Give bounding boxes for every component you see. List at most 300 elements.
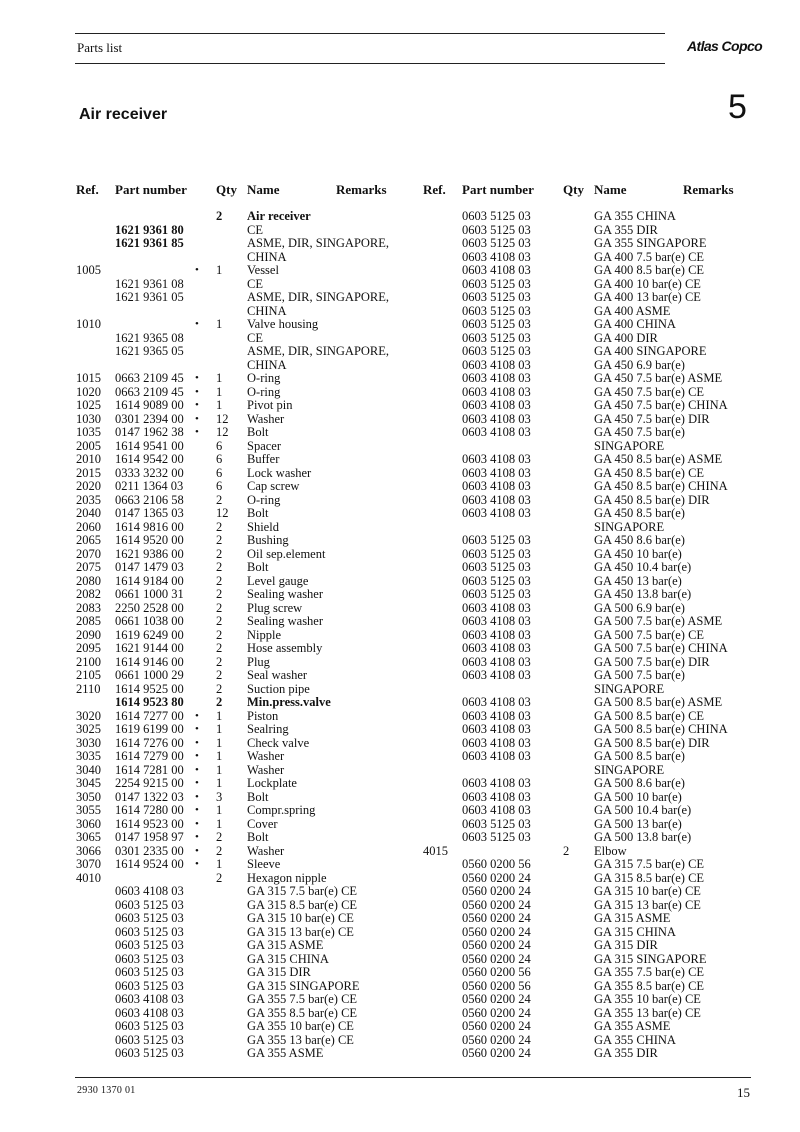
name-cell: GA 500 8.5 bar(e) CHINA bbox=[594, 722, 728, 736]
table-row bbox=[76, 237, 416, 251]
qty-cell: 1 bbox=[216, 776, 223, 790]
part-number-cell: 0560 0200 24 bbox=[462, 1019, 531, 1033]
table-row bbox=[423, 831, 763, 845]
name-cell: GA 315 CHINA bbox=[247, 951, 329, 966]
name-cell: GA 355 8.5 bar(e) CE bbox=[594, 978, 705, 993]
part-number-cell: 0661 1000 29 bbox=[115, 668, 184, 682]
part-number-cell: 1614 9541 00 bbox=[115, 438, 184, 453]
part-number-cell: 0603 5125 03 bbox=[462, 317, 531, 331]
ref-cell: 1025 bbox=[76, 398, 101, 412]
table-row bbox=[423, 966, 763, 980]
part-number-cell: 0603 4108 03 bbox=[462, 411, 531, 426]
table-row bbox=[423, 237, 763, 251]
name-cell: CE bbox=[247, 276, 263, 291]
ref-cell: 1030 bbox=[76, 411, 101, 426]
ref-cell: 3055 bbox=[76, 803, 101, 817]
part-number-cell: 0603 5125 03 bbox=[462, 587, 531, 601]
table-row bbox=[76, 953, 416, 967]
part-number-cell: 0560 0200 24 bbox=[462, 911, 531, 925]
part-number-cell: 1614 9146 00 bbox=[115, 654, 184, 669]
table-row bbox=[76, 912, 416, 926]
qty-cell: 2 bbox=[216, 519, 223, 534]
name-cell: GA 500 10.4 bar(e) bbox=[594, 803, 692, 817]
table-row bbox=[76, 318, 416, 332]
part-number-cell: 0603 4108 03 bbox=[462, 749, 531, 763]
table-row bbox=[76, 899, 416, 913]
name-cell: GA 315 CHINA bbox=[594, 924, 676, 939]
qty-cell: 1 bbox=[216, 317, 223, 331]
name-cell: GA 500 8.5 bar(e) ASME bbox=[594, 695, 723, 709]
name-cell: GA 400 8.5 bar(e) CE bbox=[594, 263, 705, 277]
name-cell: Washer bbox=[247, 749, 285, 763]
name-cell: GA 400 7.5 bar(e) CE bbox=[594, 249, 705, 264]
part-number-cell: 0560 0200 24 bbox=[462, 938, 531, 952]
name-cell: Bolt bbox=[247, 830, 269, 844]
name-cell: GA 355 7.5 bar(e) CE bbox=[247, 992, 358, 1006]
parts-table-left bbox=[76, 182, 416, 1061]
part-number-cell: 0560 0200 24 bbox=[462, 924, 531, 939]
kit-marker: • bbox=[195, 709, 199, 722]
qty-cell: 2 bbox=[563, 843, 570, 858]
table-row bbox=[76, 575, 416, 589]
name-cell: Lock washer bbox=[247, 465, 312, 480]
part-number-cell: 0603 5125 03 bbox=[115, 1046, 184, 1060]
ref-cell: 3065 bbox=[76, 830, 101, 844]
kit-marker: • bbox=[195, 372, 199, 384]
name-cell: GA 450 7.5 bar(e) CE bbox=[594, 384, 705, 399]
table-row bbox=[76, 521, 416, 535]
name-cell: CHINA bbox=[247, 249, 287, 264]
table-row bbox=[423, 359, 763, 373]
qty-cell: 12 bbox=[216, 506, 229, 520]
table-row bbox=[423, 494, 763, 508]
part-number-cell: 1614 9184 00 bbox=[115, 573, 184, 588]
table-row bbox=[423, 345, 763, 359]
ref-cell: 2035 bbox=[76, 492, 101, 507]
part-number-cell: 0603 5125 03 bbox=[115, 951, 184, 966]
part-number-cell: 0603 4108 03 bbox=[462, 506, 531, 520]
col-ref: Ref. bbox=[76, 182, 99, 197]
part-number-cell: 0603 4108 03 bbox=[462, 803, 531, 817]
table-row bbox=[423, 453, 763, 467]
part-number-cell: 1614 7277 00 bbox=[115, 708, 184, 723]
table-row bbox=[76, 291, 416, 305]
part-number-cell: 0560 0200 24 bbox=[462, 884, 531, 898]
part-number-cell: 0603 5125 03 bbox=[462, 344, 531, 358]
col-remarks: Remarks bbox=[336, 182, 387, 197]
qty-cell: 2 bbox=[216, 546, 223, 561]
table-row bbox=[423, 372, 763, 386]
table-row bbox=[76, 845, 416, 859]
part-number-cell: 0603 4108 03 bbox=[462, 357, 531, 372]
part-number-cell: 0603 4108 03 bbox=[462, 695, 531, 709]
part-number-cell: 0603 4108 03 bbox=[462, 465, 531, 480]
name-cell: GA 315 ASME bbox=[594, 911, 671, 925]
table-row bbox=[76, 683, 416, 697]
name-cell: Sleeve bbox=[247, 857, 281, 871]
ref-cell: 2083 bbox=[76, 600, 101, 615]
ref-cell: 3060 bbox=[76, 816, 101, 831]
name-cell: GA 355 DIR bbox=[594, 222, 658, 237]
table-row bbox=[76, 858, 416, 872]
table-row bbox=[76, 737, 416, 751]
part-number-cell: 0560 0200 56 bbox=[462, 857, 531, 871]
kit-marker: • bbox=[195, 426, 199, 438]
table-row bbox=[76, 494, 416, 508]
ref-cell: 2082 bbox=[76, 587, 101, 601]
qty-cell: 1 bbox=[216, 762, 223, 777]
part-number-cell: 1614 7279 00 bbox=[115, 749, 184, 763]
name-cell: GA 355 10 bar(e) CE bbox=[594, 992, 701, 1006]
table-row bbox=[76, 548, 416, 562]
ref-cell: 2075 bbox=[76, 560, 101, 574]
part-number-cell: 1614 7281 00 bbox=[115, 762, 184, 777]
table-row bbox=[76, 723, 416, 737]
ref-cell: 3035 bbox=[76, 749, 101, 763]
part-number-cell: 0603 5125 03 bbox=[462, 816, 531, 831]
name-cell: Bolt bbox=[247, 560, 269, 574]
name-cell: GA 450 8.6 bar(e) bbox=[594, 533, 685, 547]
name-cell: GA 500 7.5 bar(e) ASME bbox=[594, 614, 723, 628]
kit-marker: • bbox=[195, 318, 199, 330]
table-row bbox=[423, 575, 763, 589]
name-cell: GA 400 ASME bbox=[594, 303, 671, 318]
name-cell: GA 315 DIR bbox=[594, 938, 658, 952]
table-row bbox=[423, 764, 763, 778]
name-cell: Cover bbox=[247, 816, 278, 831]
name-cell: Piston bbox=[247, 708, 279, 723]
parts-rows-right bbox=[423, 210, 763, 1061]
name-cell: ASME, DIR, SINGAPORE, bbox=[247, 344, 390, 358]
name-cell: GA 315 ASME bbox=[247, 938, 324, 952]
qty-cell: 2 bbox=[216, 560, 223, 574]
qty-cell: 6 bbox=[216, 452, 223, 466]
table-row bbox=[76, 305, 416, 319]
name-cell: GA 450 8.5 bar(e) ASME bbox=[594, 452, 723, 466]
parts-table-right bbox=[423, 182, 763, 1061]
name-cell: GA 315 13 bar(e) CE bbox=[594, 897, 701, 912]
part-number-cell: 1614 9525 00 bbox=[115, 681, 184, 696]
name-cell: GA 355 ASME bbox=[594, 1019, 671, 1033]
name-cell: GA 400 CHINA bbox=[594, 317, 676, 331]
part-number-cell: 0663 2109 45 bbox=[115, 371, 184, 385]
part-number-cell: 0603 4108 03 bbox=[462, 371, 531, 385]
name-cell: GA 315 7.5 bar(e) CE bbox=[247, 884, 358, 898]
name-cell: GA 450 8.5 bar(e) CE bbox=[594, 465, 705, 480]
qty-cell: 1 bbox=[216, 749, 223, 763]
table-row bbox=[76, 696, 416, 710]
ref-cell: 2070 bbox=[76, 546, 101, 561]
kit-marker: • bbox=[195, 264, 199, 276]
table-row bbox=[76, 629, 416, 643]
table-row bbox=[423, 912, 763, 926]
ref-cell: 3050 bbox=[76, 789, 101, 804]
part-number-cell: 1614 9089 00 bbox=[115, 398, 184, 412]
name-cell: GA 500 8.6 bar(e) bbox=[594, 776, 685, 790]
table-row bbox=[423, 980, 763, 994]
kit-marker: • bbox=[195, 831, 199, 843]
name-cell: GA 355 DIR bbox=[594, 1046, 658, 1060]
table-row bbox=[423, 291, 763, 305]
part-number-cell: 0560 0200 24 bbox=[462, 992, 531, 1006]
kit-marker: • bbox=[195, 385, 199, 398]
table-row bbox=[423, 656, 763, 670]
name-cell: Seal washer bbox=[247, 668, 308, 682]
table-row bbox=[76, 534, 416, 548]
name-cell: GA 355 13 bar(e) CE bbox=[247, 1032, 354, 1047]
table-row bbox=[76, 885, 416, 899]
name-cell: SINGAPORE bbox=[594, 438, 665, 453]
part-number-cell: 0211 1364 03 bbox=[115, 479, 184, 493]
ref-cell: 1015 bbox=[76, 371, 101, 385]
table-row bbox=[76, 426, 416, 440]
part-number-cell: 1621 9365 05 bbox=[115, 344, 184, 358]
table-row bbox=[76, 278, 416, 292]
part-number-cell: 0603 4108 03 bbox=[462, 722, 531, 736]
name-cell: GA 500 7.5 bar(e) DIR bbox=[594, 654, 710, 669]
table-row bbox=[423, 332, 763, 346]
name-cell: GA 500 13 bar(e) bbox=[594, 816, 682, 831]
qty-cell: 2 bbox=[216, 843, 223, 858]
part-number-cell: 2254 9215 00 bbox=[115, 776, 184, 790]
name-cell: GA 315 10 bar(e) CE bbox=[247, 911, 354, 925]
part-number-cell: 0603 5125 03 bbox=[462, 209, 531, 223]
name-cell: GA 500 7.5 bar(e) CE bbox=[594, 627, 705, 642]
part-number-cell: 1621 9386 00 bbox=[115, 546, 184, 561]
table-row bbox=[76, 926, 416, 940]
part-number-cell: 0663 2106 58 bbox=[115, 492, 184, 507]
table-row bbox=[76, 980, 416, 994]
table-row bbox=[76, 818, 416, 832]
qty-cell: 1 bbox=[216, 857, 223, 871]
name-cell: GA 450 8.5 bar(e) CHINA bbox=[594, 479, 728, 493]
brand-logo: Atlas Copco bbox=[687, 38, 763, 54]
part-number-cell: 0603 5125 03 bbox=[462, 303, 531, 318]
part-number-cell: 0603 5125 03 bbox=[115, 911, 184, 925]
qty-cell: 2 bbox=[216, 654, 223, 669]
name-cell: GA 450 13 bar(e) bbox=[594, 573, 682, 588]
name-cell: GA 500 8.5 bar(e) bbox=[594, 749, 685, 763]
part-number-cell: 1614 9523 00 bbox=[115, 816, 184, 831]
part-number-cell: 0603 4108 03 bbox=[462, 452, 531, 466]
qty-cell: 2 bbox=[216, 681, 223, 696]
table-row bbox=[423, 251, 763, 265]
table-row bbox=[423, 845, 763, 859]
document-number: 2930 1370 01 bbox=[77, 1085, 136, 1096]
part-number-cell: 0603 4108 03 bbox=[462, 627, 531, 642]
name-cell: GA 315 13 bar(e) CE bbox=[247, 924, 354, 939]
ref-cell: 2100 bbox=[76, 654, 101, 669]
table-row bbox=[76, 966, 416, 980]
part-number-cell: 0603 4108 03 bbox=[462, 425, 531, 439]
table-row bbox=[76, 386, 416, 400]
part-number-cell: 0603 5125 03 bbox=[462, 276, 531, 291]
ref-cell: 3020 bbox=[76, 708, 101, 723]
table-row bbox=[76, 453, 416, 467]
table-row bbox=[423, 629, 763, 643]
table-row bbox=[423, 561, 763, 575]
table-row bbox=[423, 791, 763, 805]
table-row bbox=[76, 831, 416, 845]
ref-cell: 2080 bbox=[76, 573, 101, 588]
table-row bbox=[423, 440, 763, 454]
table-row bbox=[423, 669, 763, 683]
kit-marker: • bbox=[195, 412, 199, 425]
name-cell: Shield bbox=[247, 519, 279, 534]
table-row bbox=[423, 737, 763, 751]
part-number-cell: 1621 9361 80 bbox=[115, 222, 184, 237]
ref-cell: 2095 bbox=[76, 641, 101, 655]
qty-cell: 6 bbox=[216, 438, 223, 453]
name-cell: Hexagon nipple bbox=[247, 870, 327, 885]
page-number: 15 bbox=[737, 1085, 750, 1100]
col-ref: Ref. bbox=[423, 182, 446, 197]
table-row bbox=[76, 602, 416, 616]
table-row bbox=[76, 399, 416, 413]
header-top-rule bbox=[75, 33, 665, 34]
table-row bbox=[423, 521, 763, 535]
ref-cell: 2090 bbox=[76, 627, 101, 642]
table-row bbox=[76, 1047, 416, 1061]
table-row bbox=[423, 1007, 763, 1021]
table-row bbox=[423, 777, 763, 791]
name-cell: GA 450 13.8 bar(e) bbox=[594, 587, 692, 601]
part-number-cell: 1621 9361 08 bbox=[115, 276, 184, 291]
table-row bbox=[423, 1047, 763, 1061]
part-number-cell: 0661 1000 31 bbox=[115, 587, 184, 601]
name-cell: Sealing washer bbox=[247, 587, 324, 601]
table-row bbox=[423, 602, 763, 616]
table-row bbox=[76, 345, 416, 359]
name-cell: Spacer bbox=[247, 438, 282, 453]
table-row bbox=[76, 1020, 416, 1034]
ref-cell: 1035 bbox=[76, 425, 101, 439]
ref-cell: 2040 bbox=[76, 506, 101, 520]
name-cell: Vessel bbox=[247, 263, 279, 277]
name-cell: GA 355 13 bar(e) CE bbox=[594, 1005, 701, 1020]
name-cell: Nipple bbox=[247, 627, 282, 642]
part-number-cell: 1619 6199 00 bbox=[115, 722, 184, 736]
table-row bbox=[423, 696, 763, 710]
ref-cell: 2010 bbox=[76, 452, 101, 466]
table-row bbox=[76, 264, 416, 278]
table-row bbox=[76, 804, 416, 818]
ref-cell: 2060 bbox=[76, 519, 101, 534]
name-cell: GA 500 8.5 bar(e) DIR bbox=[594, 735, 710, 750]
table-row bbox=[76, 413, 416, 427]
table-row bbox=[76, 507, 416, 521]
part-number-cell: 1614 9523 80 bbox=[115, 695, 184, 709]
table-row bbox=[423, 723, 763, 737]
name-cell: GA 500 8.5 bar(e) CE bbox=[594, 708, 705, 723]
qty-cell: 2 bbox=[216, 870, 223, 885]
qty-cell: 2 bbox=[216, 641, 223, 655]
ref-cell: 3025 bbox=[76, 722, 101, 736]
name-cell: Sealing washer bbox=[247, 614, 324, 628]
name-cell: GA 355 ASME bbox=[247, 1046, 324, 1060]
part-number-cell: 0603 4108 03 bbox=[462, 641, 531, 655]
part-number-cell: 0603 4108 03 bbox=[462, 263, 531, 277]
table-row bbox=[76, 372, 416, 386]
col-qty: Qty bbox=[563, 182, 584, 197]
col-part-number: Part number bbox=[115, 182, 187, 197]
qty-cell: 2 bbox=[216, 209, 223, 223]
table-row bbox=[423, 818, 763, 832]
name-cell: Plug bbox=[247, 654, 270, 669]
table-row bbox=[76, 251, 416, 265]
part-number-cell: 0603 4108 03 bbox=[462, 384, 531, 399]
table-row bbox=[76, 615, 416, 629]
name-cell: GA 500 13.8 bar(e) bbox=[594, 830, 692, 844]
qty-cell: 1 bbox=[216, 384, 223, 399]
name-cell: Compr.spring bbox=[247, 803, 316, 817]
part-number-cell: 0603 5125 03 bbox=[462, 236, 531, 250]
part-number-cell: 0603 4108 03 bbox=[462, 708, 531, 723]
qty-cell: 2 bbox=[216, 533, 223, 547]
table-row bbox=[423, 858, 763, 872]
table-row bbox=[423, 386, 763, 400]
column-header-left bbox=[76, 182, 416, 210]
section-number: 5 bbox=[728, 88, 747, 126]
part-number-cell: 0603 5125 03 bbox=[462, 560, 531, 574]
qty-cell: 1 bbox=[216, 816, 223, 831]
part-number-cell: 0603 5125 03 bbox=[115, 965, 184, 979]
name-cell: GA 450 7.5 bar(e) bbox=[594, 425, 685, 439]
table-row bbox=[423, 413, 763, 427]
name-cell: GA 450 6.9 bar(e) bbox=[594, 357, 685, 372]
name-cell: ASME, DIR, SINGAPORE, bbox=[247, 236, 390, 250]
name-cell: GA 315 7.5 bar(e) CE bbox=[594, 857, 705, 871]
name-cell: GA 450 8.5 bar(e) DIR bbox=[594, 492, 710, 507]
table-row bbox=[76, 210, 416, 224]
part-number-cell: 0560 0200 56 bbox=[462, 965, 531, 979]
name-cell: Bushing bbox=[247, 533, 289, 547]
part-number-cell: 0603 5125 03 bbox=[462, 330, 531, 345]
part-number-cell: 0603 4108 03 bbox=[115, 1005, 184, 1020]
table-row bbox=[76, 467, 416, 481]
name-cell: Suction pipe bbox=[247, 681, 310, 696]
kit-marker: • bbox=[195, 817, 199, 830]
table-row bbox=[423, 278, 763, 292]
table-row bbox=[423, 305, 763, 319]
name-cell: GA 315 10 bar(e) CE bbox=[594, 884, 701, 898]
name-cell: CHINA bbox=[247, 303, 287, 318]
part-number-cell: 0333 3232 00 bbox=[115, 465, 184, 480]
part-number-cell: 0603 4108 03 bbox=[462, 735, 531, 750]
name-cell: GA 355 CHINA bbox=[594, 209, 676, 223]
ref-cell: 3070 bbox=[76, 857, 101, 871]
part-number-cell: 0147 1322 03 bbox=[115, 789, 184, 804]
table-row bbox=[76, 791, 416, 805]
part-number-cell: 0603 4108 03 bbox=[462, 398, 531, 412]
qty-cell: 2 bbox=[216, 492, 223, 507]
part-number-cell: 0560 0200 24 bbox=[462, 897, 531, 912]
name-cell: Hose assembly bbox=[247, 641, 323, 655]
table-row bbox=[423, 1034, 763, 1048]
name-cell: O-ring bbox=[247, 492, 281, 507]
name-cell: GA 450 7.5 bar(e) DIR bbox=[594, 411, 710, 426]
ref-cell: 3040 bbox=[76, 762, 101, 777]
table-row bbox=[423, 683, 763, 697]
table-row bbox=[76, 710, 416, 724]
qty-cell: 2 bbox=[216, 614, 223, 628]
table-row bbox=[76, 939, 416, 953]
col-part-number: Part number bbox=[462, 182, 534, 197]
part-number-cell: 0147 1365 03 bbox=[115, 506, 184, 520]
ref-cell: 3066 bbox=[76, 843, 101, 858]
table-row bbox=[423, 953, 763, 967]
table-row bbox=[76, 1007, 416, 1021]
